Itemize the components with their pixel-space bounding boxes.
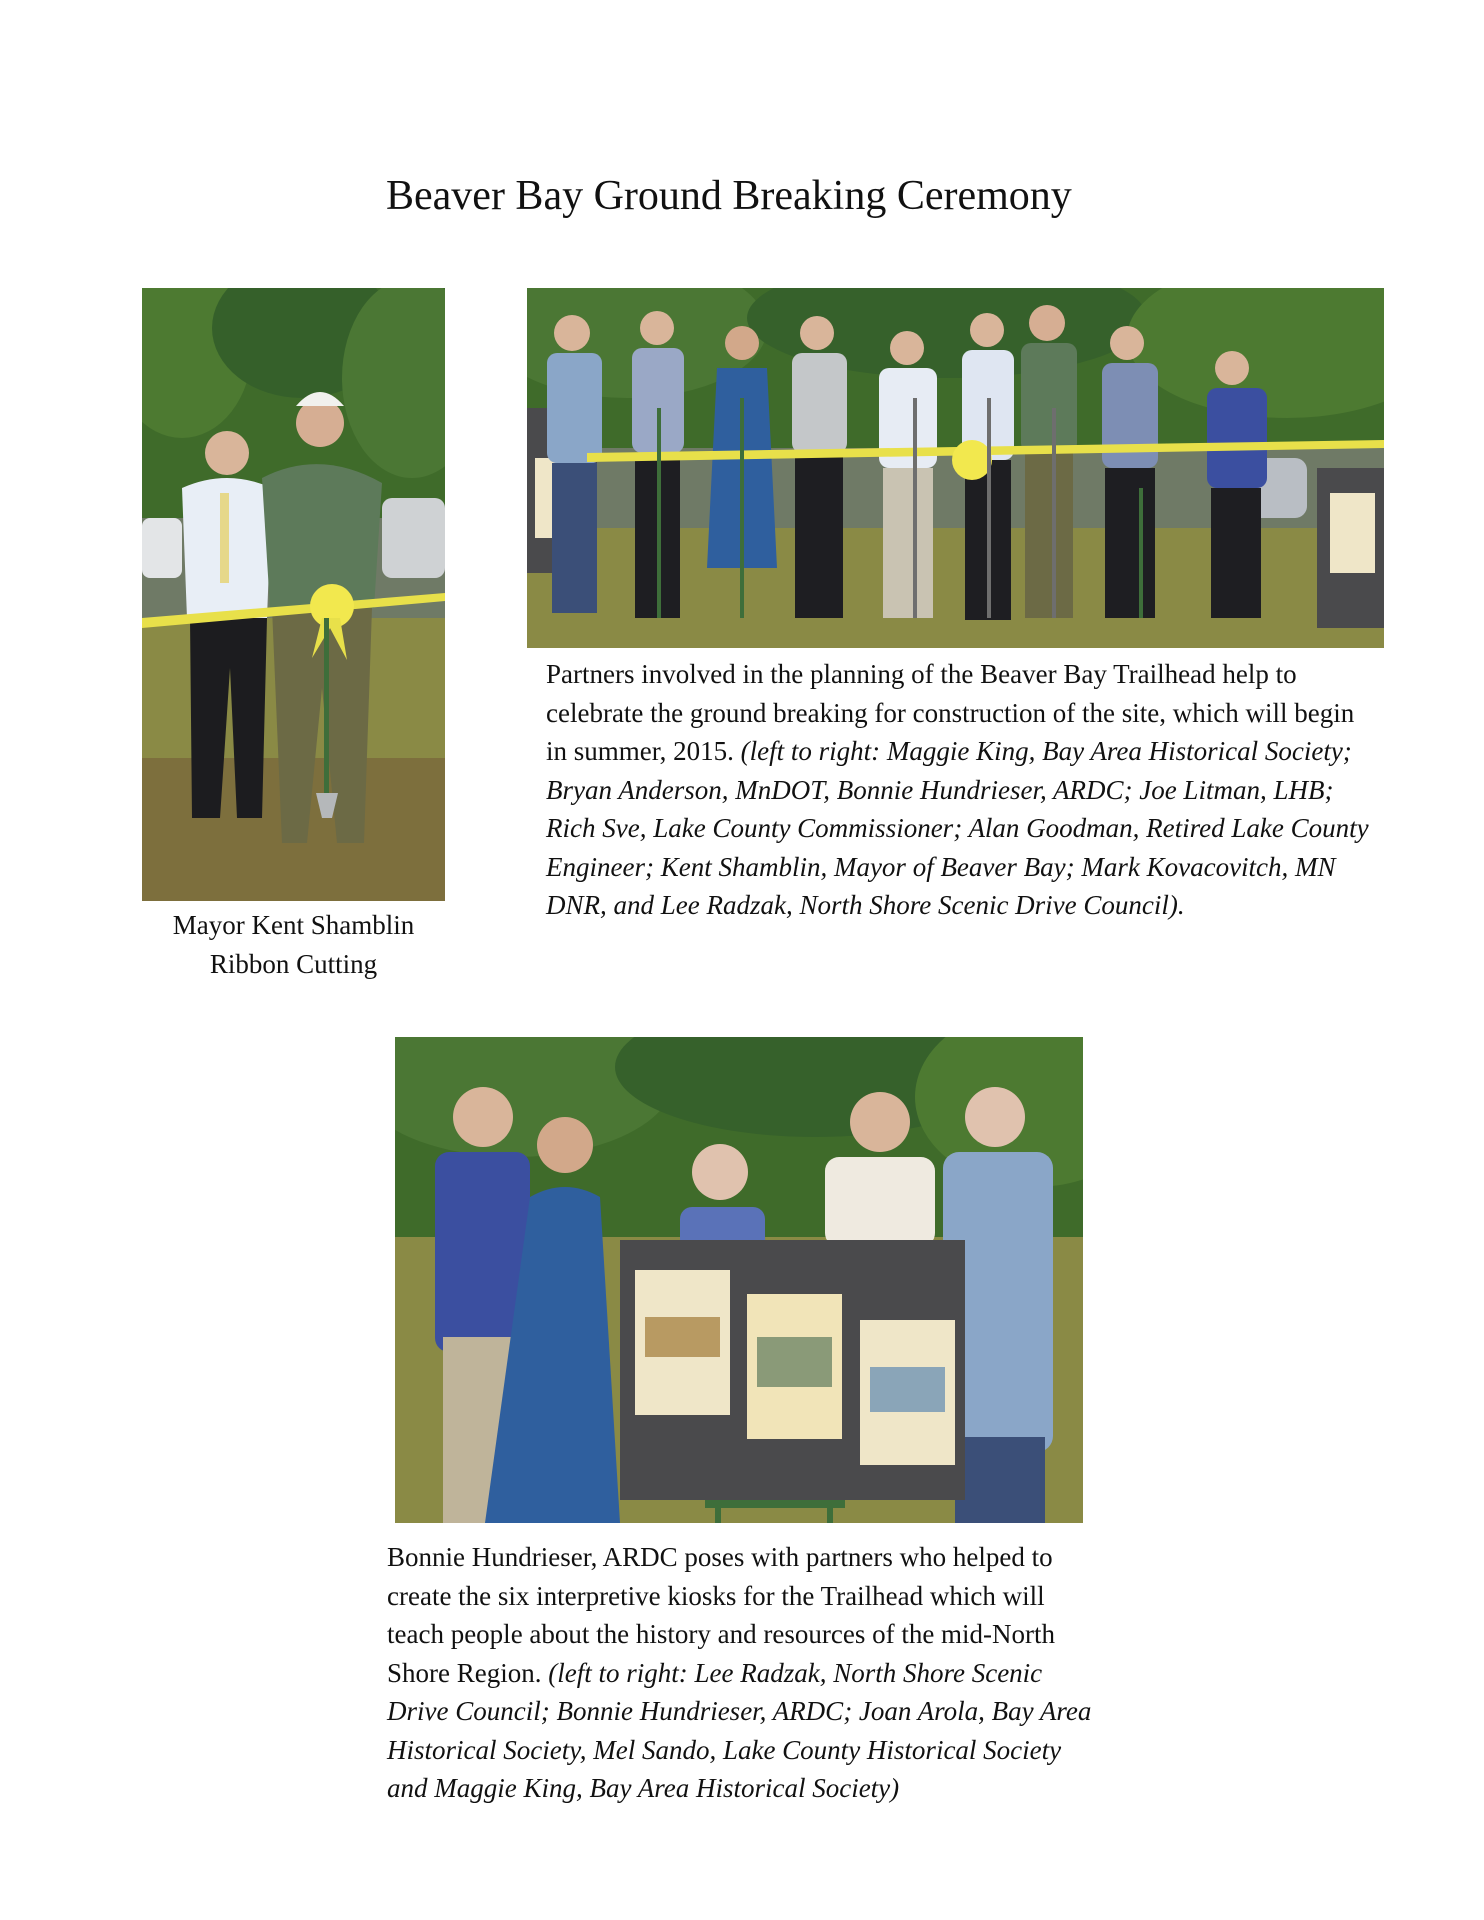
mayor-ribbon-cutting-photo (142, 288, 445, 901)
partners-photo-caption (546, 655, 1376, 925)
mayor-caption-line2: Ribbon Cutting (209, 948, 378, 979)
kiosk-caption-text: Bonnie Hundrieser, ARDC poses with partners who helped to create the six interpretive kiosks for the Trailhead which will teach people about the history and resources of the mid-North Shore Region. (387, 1542, 1056, 1688)
partners-caption-text: Partners involved in the planning of the Beaver Bay Trailhead help to celebrate the ground breaking for construction of the site, which will begin in summer, 2015. (546, 659, 1355, 766)
mayor-caption-line1: Mayor Kent Shamblin (172, 910, 415, 940)
kiosk-photo-caption (387, 1538, 1107, 1808)
mayor-photo-caption (142, 906, 445, 983)
kiosk-partners-photo (395, 1037, 1083, 1523)
partners-caption-names: (left to right: Maggie King, Bay Area Historical Society; Bryan Anderson, MnDOT, Bonnie Hundrieser, ARDC; Joe Litman, LHB; Rich Sve, Lake County Commissioner; Alan Goodman, Retired Lake County Engineer; Kent Shamblin, Mayor of Beaver Bay; Mark Kovacovitch, MN DNR, and Lee Radzak, North Shore Scenic Drive Council). (546, 736, 1369, 920)
page-title: Beaver Bay Ground Breaking Ceremony (386, 173, 1072, 219)
partners-ground-breaking-photo (527, 288, 1384, 648)
kiosk-caption-names: (left to right: Lee Radzak, North Shore Scenic Drive Council; Bonnie Hundrieser, ARDC; Joan Arola, Bay Area Historical Society, Mel Sando, Lake County Historical Society and Maggie King, Bay Area Historical Society) (387, 1657, 1092, 1803)
